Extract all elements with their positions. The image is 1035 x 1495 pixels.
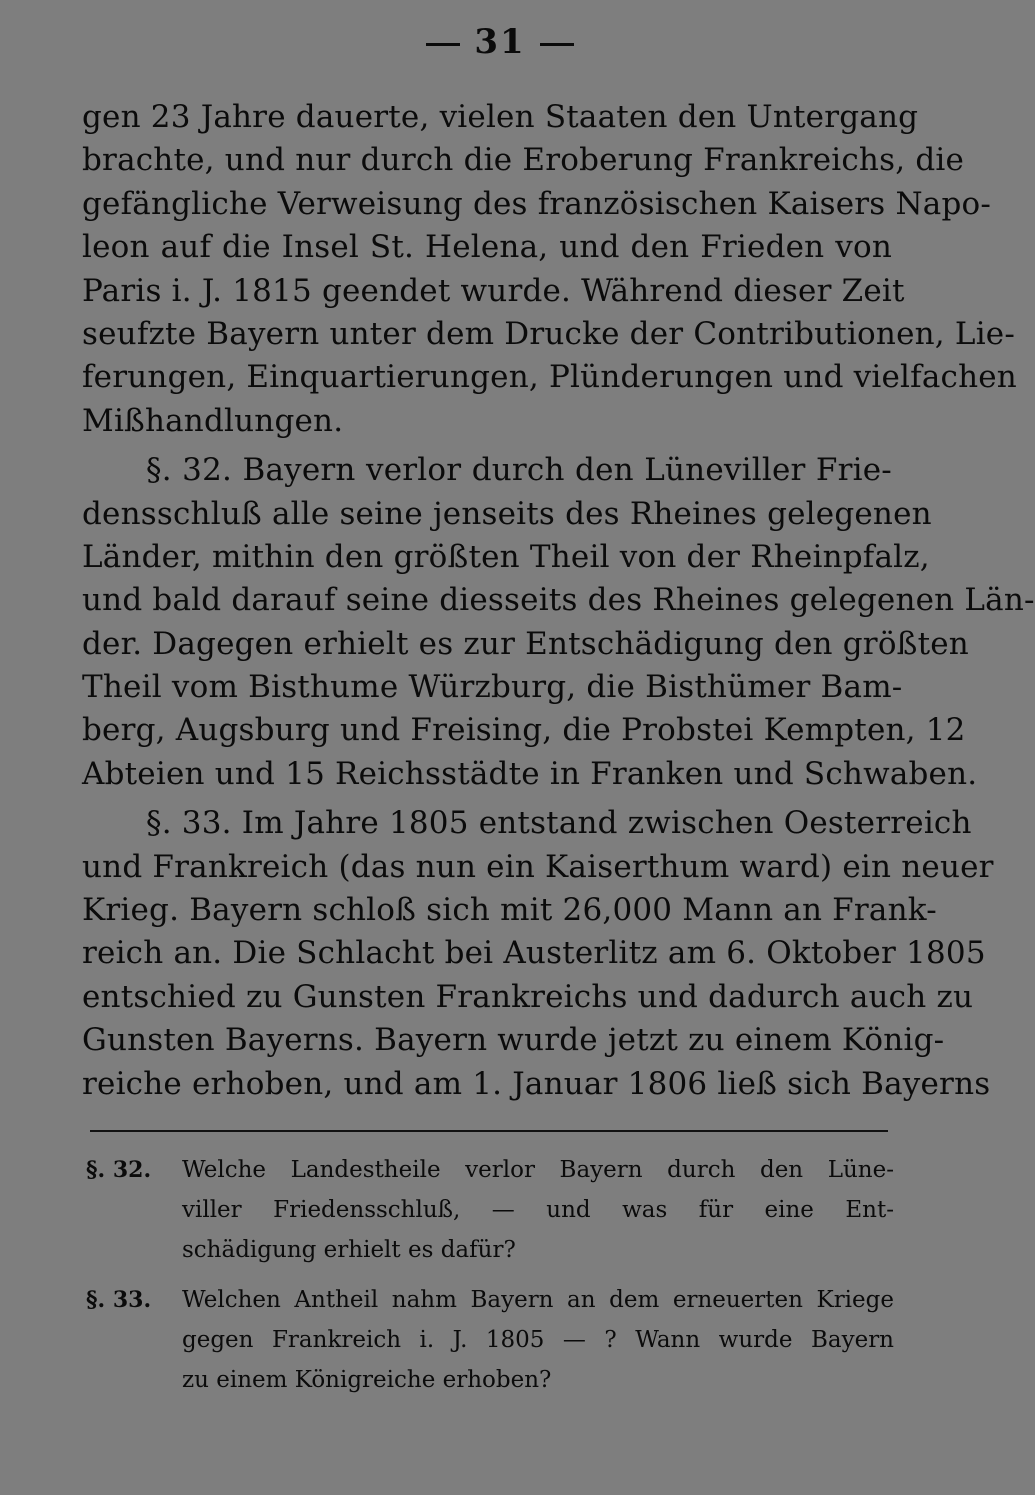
text-line: und bald darauf seine diesseits des Rheines gelegenen Län- xyxy=(82,582,1035,619)
paragraph-continuation xyxy=(82,96,1017,443)
footnotes xyxy=(86,1150,894,1410)
text-line: Theil vom Bisthume Würzburg, die Bisthümer Bam- xyxy=(82,669,903,706)
footnote-mark: §. 32. xyxy=(86,1157,152,1183)
footnote-question-33 xyxy=(86,1280,894,1400)
text-line: §. 33. Im Jahre 1805 entstand zwischen Oesterreich xyxy=(146,805,972,842)
paragraph-section-32 xyxy=(82,449,1035,796)
footnote-question-32 xyxy=(86,1150,894,1270)
footnote-line: schädigung erhielt es dafür? xyxy=(182,1237,516,1263)
footnote-line: viller Friedensschluß, — und was für eine Ent- xyxy=(182,1197,894,1223)
header-dash-right xyxy=(540,43,574,46)
footnote-line: Welche Landestheile verlor Bayern durch den Lüne- xyxy=(182,1157,894,1183)
text-line: Länder, mithin den größten Theil von der Rheinpfalz, xyxy=(82,538,930,575)
text-line: reich an. Die Schlacht bei Austerlitz am 6. Oktober 1805 xyxy=(82,935,986,972)
text-line: ferungen, Einquartierungen, Plünderungen und vielfachen xyxy=(82,359,1017,396)
running-header xyxy=(0,22,1000,62)
text-line: und Frankreich (das nun ein Kaiserthum ward) ein neuer xyxy=(82,848,994,885)
text-line: densschluß alle seine jenseits des Rheines gelegenen xyxy=(82,495,932,532)
text-line: seufzte Bayern unter dem Drucke der Contributionen, Lie- xyxy=(82,315,1016,352)
paragraph-section-33 xyxy=(82,802,994,1106)
text-line: Paris i. J. 1815 geendet wurde. Während dieser Zeit xyxy=(82,272,905,309)
text-line: §. 32. Bayern verlor durch den Lüneviller Frie- xyxy=(146,452,892,489)
footnote-line: Welchen Antheil nahm Bayern an dem erneuerten Kriege xyxy=(182,1287,894,1313)
text-line: der. Dagegen erhielt es zur Entschädigung den größten xyxy=(82,625,969,662)
text-line: Gunsten Bayerns. Bayern wurde jetzt zu einem König- xyxy=(82,1022,945,1059)
text-line: reiche erhoben, und am 1. Januar 1806 ließ sich Bayerns xyxy=(82,1065,991,1102)
footnote-line: zu einem Königreiche erhoben? xyxy=(182,1367,552,1393)
text-line: brachte, und nur durch die Eroberung Frankreichs, die xyxy=(82,142,965,179)
page-number: 31 xyxy=(474,22,526,62)
text-line: entschied zu Gunsten Frankreichs und dadurch auch zu xyxy=(82,978,974,1015)
text-line: Mißhandlungen. xyxy=(82,402,344,439)
footnote-divider xyxy=(90,1130,888,1132)
footnote-mark: §. 33. xyxy=(86,1287,152,1313)
text-line: Abteien und 15 Reichsstädte in Franken und Schwaben. xyxy=(82,755,978,792)
text-line: berg, Augsburg und Freising, die Probstei Kempten, 12 xyxy=(82,712,966,749)
text-line: Krieg. Bayern schloß sich mit 26,000 Mann an Frank- xyxy=(82,892,937,929)
body-text xyxy=(82,96,1035,1106)
text-line: gen 23 Jahre dauerte, vielen Staaten den Untergang xyxy=(82,99,919,135)
footnote-line: gegen Frankreich i. J. 1805 — ? Wann wurde Bayern xyxy=(182,1327,894,1353)
text-line: gefängliche Verweisung des französischen Kaisers Napo- xyxy=(82,185,992,222)
header-dash-left xyxy=(426,43,460,46)
text-line: leon auf die Insel St. Helena, und den Frieden von xyxy=(82,229,892,266)
